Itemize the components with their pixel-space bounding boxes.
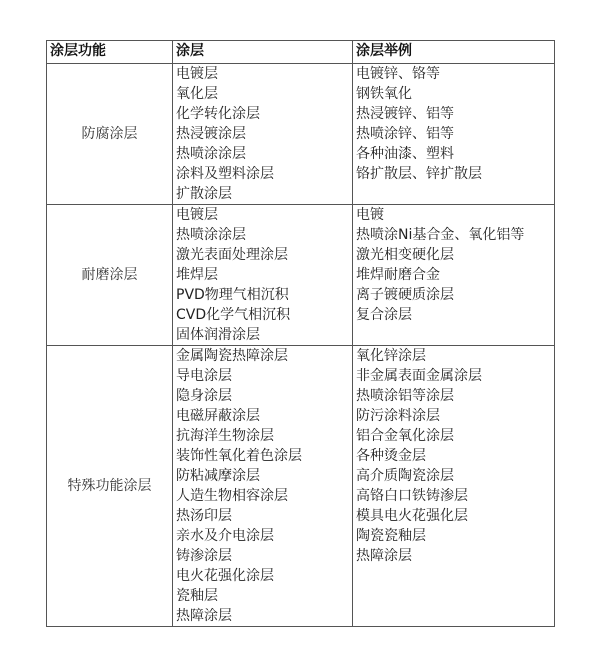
example-item: 堆焊耐磨合金 bbox=[356, 267, 440, 283]
examples-cell bbox=[353, 64, 555, 205]
example-item: 各种油漆、塑料 bbox=[356, 146, 454, 162]
examples-cell bbox=[353, 205, 555, 346]
header-row bbox=[47, 41, 555, 64]
coating-table bbox=[46, 40, 555, 627]
example-item: 非金属表面金属涂层 bbox=[356, 368, 482, 384]
examples-cell bbox=[353, 346, 555, 627]
coating-item: 隐身涂层 bbox=[176, 388, 232, 404]
example-item: 电镀锌、铬等 bbox=[356, 66, 440, 82]
example-item: 热浸镀锌、铝等 bbox=[356, 106, 454, 122]
coatings-cell bbox=[173, 205, 353, 346]
coatings-cell bbox=[173, 64, 353, 205]
coating-item: 电镀层 bbox=[176, 66, 218, 82]
example-item: 热喷涂铝等涂层 bbox=[356, 388, 454, 404]
coating-item: 铸渗涂层 bbox=[176, 548, 232, 564]
coating-item: 电火花强化涂层 bbox=[176, 568, 274, 584]
example-item: 离子镀硬质涂层 bbox=[356, 287, 454, 303]
coating-item: 扩散涂层 bbox=[176, 186, 232, 202]
coating-item: 亲水及介电涂层 bbox=[176, 528, 274, 544]
coating-item: 导电涂层 bbox=[176, 368, 232, 384]
coating-item: 热喷涂涂层 bbox=[176, 146, 246, 162]
example-item: 电镀 bbox=[356, 207, 384, 223]
coating-item: 抗海洋生物涂层 bbox=[176, 428, 274, 444]
table-row bbox=[47, 64, 555, 205]
header-examples: 涂层举例 bbox=[353, 41, 555, 64]
coating-item: 氧化层 bbox=[176, 86, 218, 102]
coating-item: 热喷涂涂层 bbox=[176, 227, 246, 243]
coating-item: CVD化学气相沉积 bbox=[176, 307, 291, 323]
example-item: 热喷涂Ni基合金、氧化铝等 bbox=[356, 227, 525, 243]
function-cell: 特殊功能涂层 bbox=[47, 346, 173, 627]
example-item: 防污涂料涂层 bbox=[356, 408, 440, 424]
example-item: 钢铁氧化 bbox=[356, 86, 412, 102]
example-item: 陶瓷瓷釉层 bbox=[356, 528, 426, 544]
coating-item: 热障涂层 bbox=[176, 608, 232, 624]
coating-item: 热浸镀涂层 bbox=[176, 126, 246, 142]
header-coating: 涂层 bbox=[173, 41, 353, 64]
coating-item: PVD物理气相沉积 bbox=[176, 287, 289, 303]
example-item: 激光相变硬化层 bbox=[356, 247, 454, 263]
coatings-cell bbox=[173, 346, 353, 627]
coating-item: 固体润滑涂层 bbox=[176, 327, 260, 343]
coating-item: 涂料及塑料涂层 bbox=[176, 166, 274, 182]
example-item: 热障涂层 bbox=[356, 548, 412, 564]
example-item: 复合涂层 bbox=[356, 307, 412, 323]
coating-item: 瓷釉层 bbox=[176, 588, 218, 604]
coating-item: 热汤印层 bbox=[176, 508, 232, 524]
example-item: 高介质陶瓷涂层 bbox=[356, 468, 454, 484]
coating-item: 激光表面处理涂层 bbox=[176, 247, 288, 263]
example-item: 氧化锌涂层 bbox=[356, 348, 426, 364]
coating-item: 电镀层 bbox=[176, 207, 218, 223]
coating-item: 金属陶瓷热障涂层 bbox=[176, 348, 288, 364]
function-cell: 耐磨涂层 bbox=[47, 205, 173, 346]
function-cell: 防腐涂层 bbox=[47, 64, 173, 205]
coating-item: 防粘减摩涂层 bbox=[176, 468, 260, 484]
coating-item: 人造生物相容涂层 bbox=[176, 488, 288, 504]
example-item: 模具电火花强化层 bbox=[356, 508, 468, 524]
coating-item: 装饰性氧化着色涂层 bbox=[176, 448, 302, 464]
coating-item: 化学转化涂层 bbox=[176, 106, 260, 122]
example-item: 高铬白口铁铸渗层 bbox=[356, 488, 468, 504]
table-row bbox=[47, 205, 555, 346]
example-item: 铝合金氧化涂层 bbox=[356, 428, 454, 444]
header-function: 涂层功能 bbox=[47, 41, 173, 64]
coating-item: 堆焊层 bbox=[176, 267, 218, 283]
example-item: 铬扩散层、锌扩散层 bbox=[356, 166, 482, 182]
table-row bbox=[47, 346, 555, 627]
coating-item: 电磁屏蔽涂层 bbox=[176, 408, 260, 424]
example-item: 各种烫金层 bbox=[356, 448, 426, 464]
example-item: 热喷涂锌、铝等 bbox=[356, 126, 454, 142]
